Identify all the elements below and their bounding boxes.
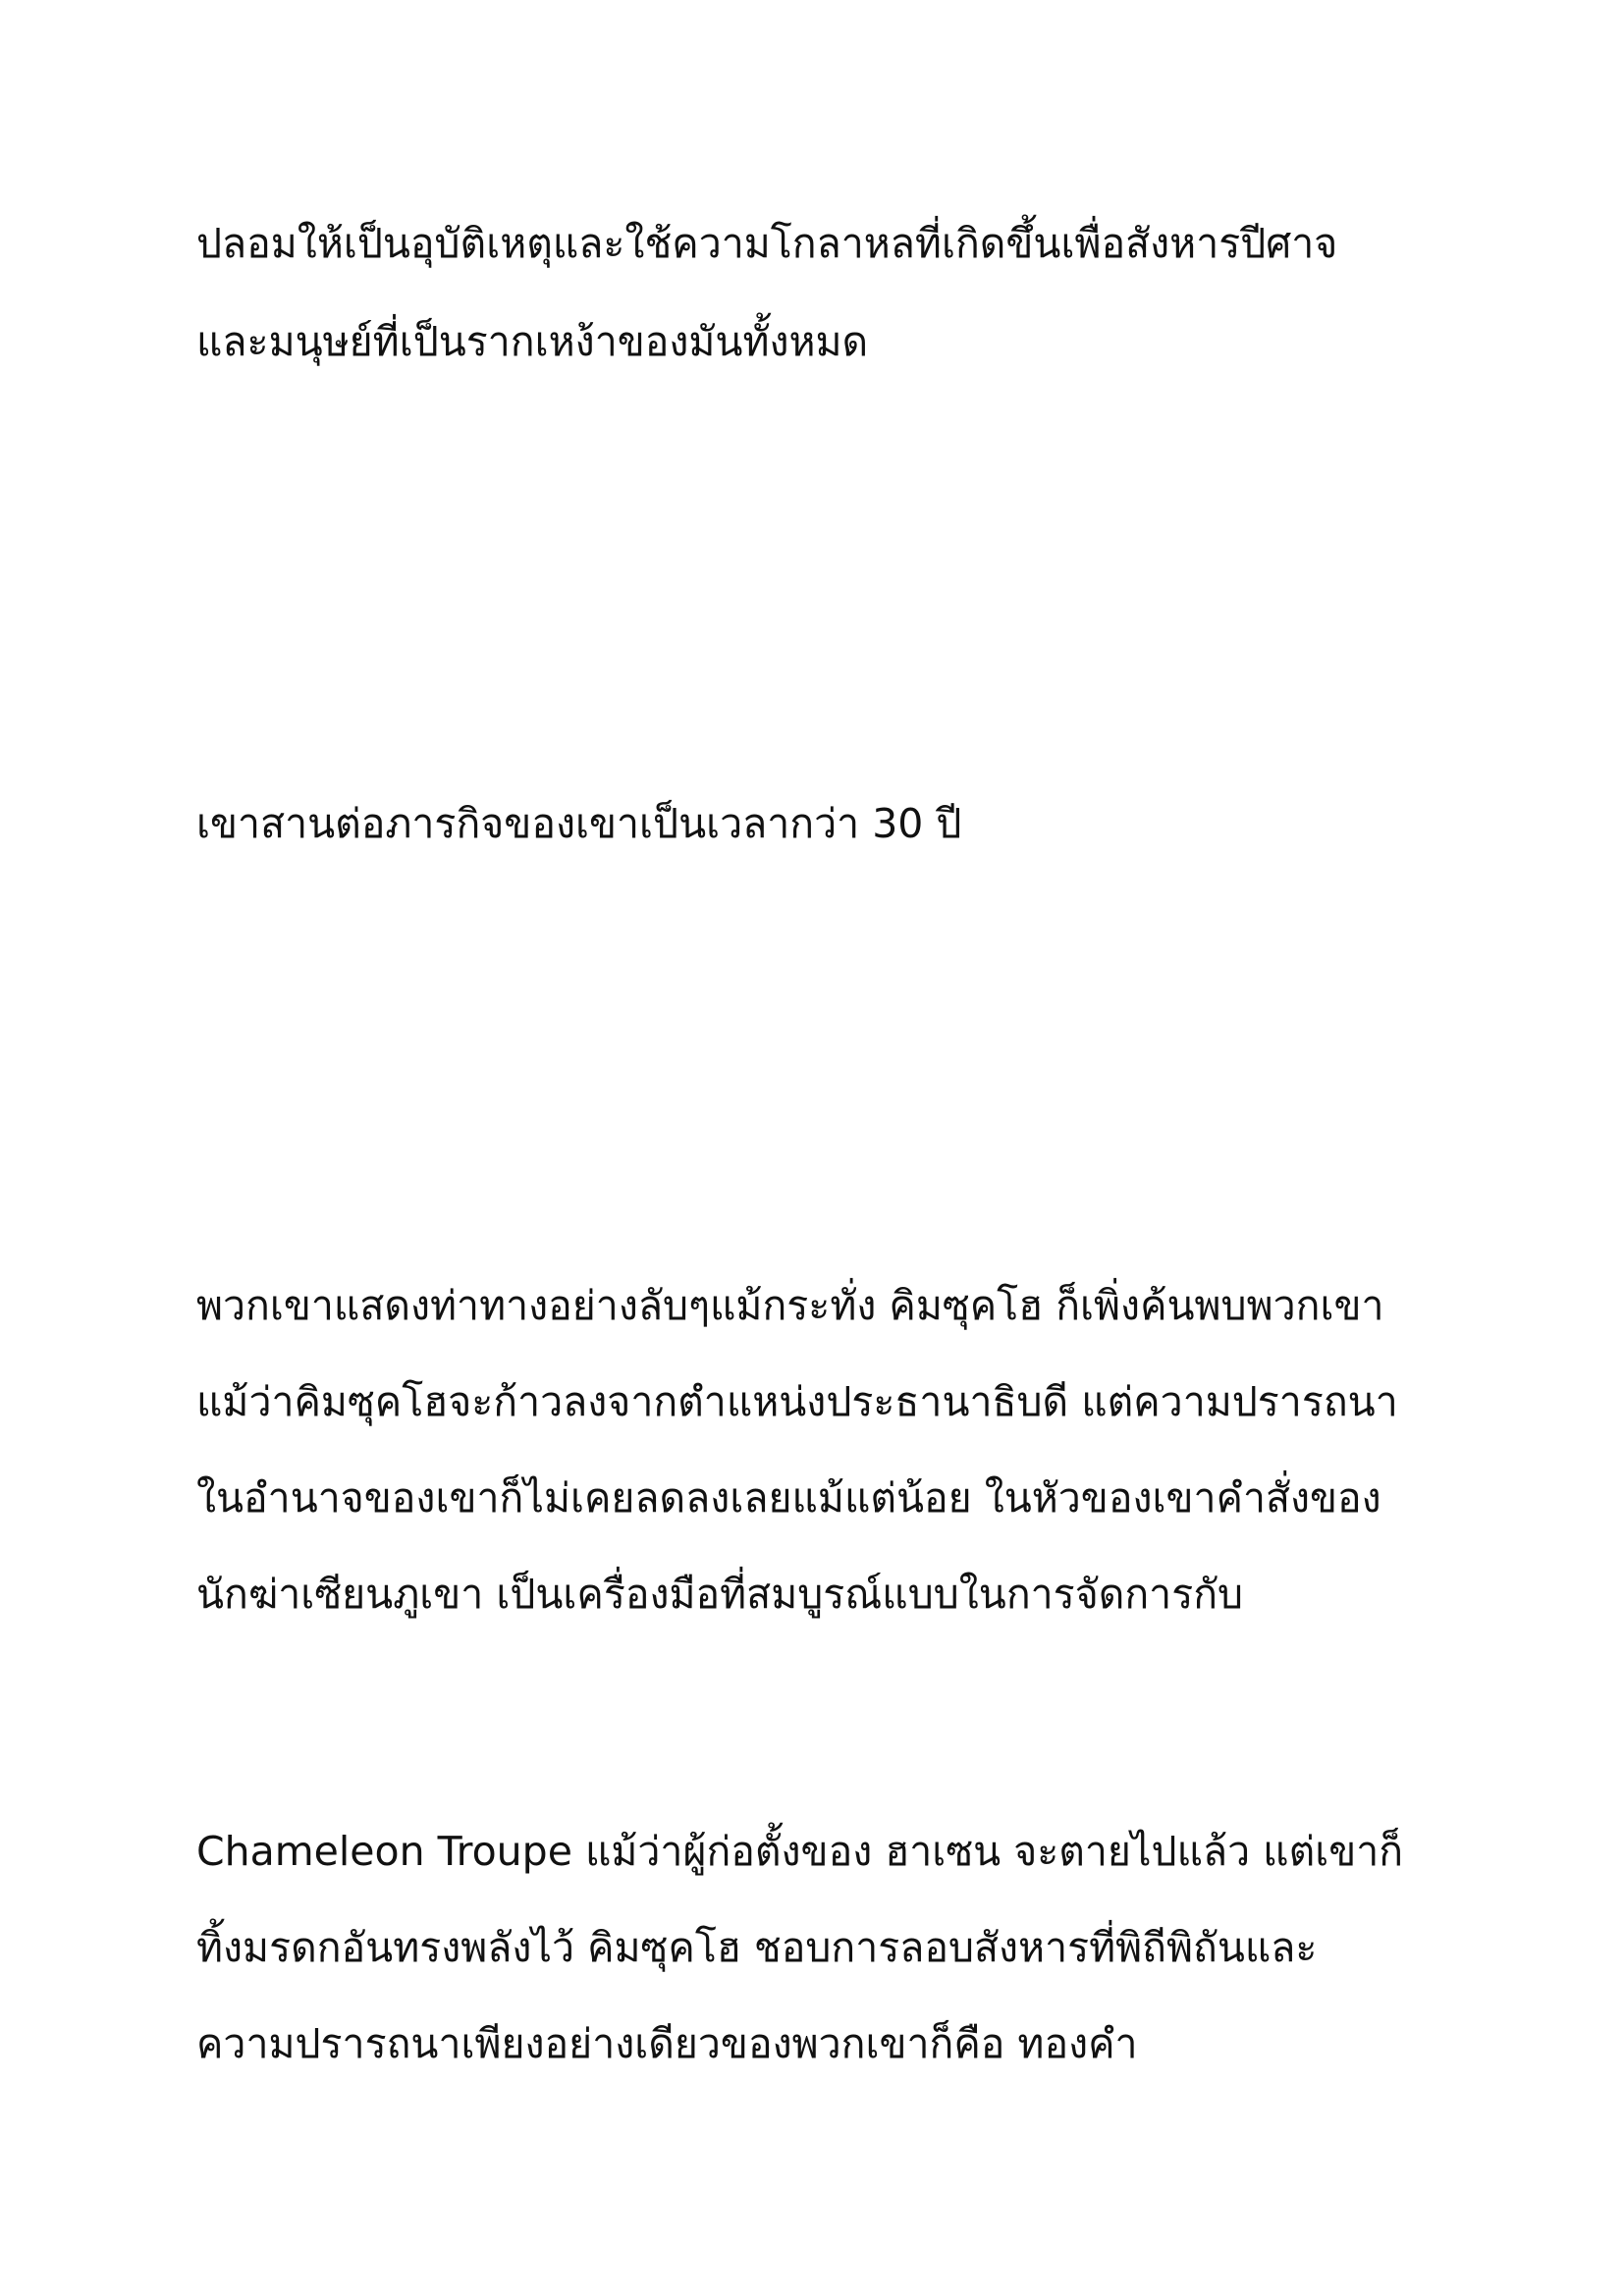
paragraph-2-line-1: เขาสานต่อภารกิจของเขาเป็นเวลากว่า 30 ปี bbox=[196, 800, 962, 847]
paragraph-3-line-1: พวกเขาแสดงท่าทางอย่างลับๆแม้กระทั่ง คิมซุคโฮ ก็เพิ่งค้นพบพวกเขา bbox=[196, 1282, 1384, 1329]
paragraph-1-line-2: และมนุษย์ที่เป็นรากเหง้าของมันทั้งหมด bbox=[196, 318, 869, 365]
paragraph-3-line-4: นักฆ่าเซียนภูเขา เป็นเครื่องมือที่สมบูรณ์แบบในการจัดการกับ bbox=[196, 1571, 1244, 1618]
paragraph-4-line-3: ความปรารถนาเพียงอย่างเดียวของพวกเขาก็คือ ทองคำ bbox=[196, 2020, 1138, 2067]
paragraph-3-line-3: ในอำนาจของเขาก็ไม่เคยลดลงเลยแม้แต่น้อย ในหัวของเขาคำสั่งของ bbox=[196, 1474, 1381, 1522]
paragraph-3-line-2: แม้ว่าคิมซุคโฮจะก้าวลงจากตำแหน่งประธานาธิบดี แต่ความปรารถนา bbox=[196, 1378, 1398, 1425]
paragraph-1-line-1: ปลอมให้เป็นอุบัติเหตุและใช้ความโกลาหลที่เกิดขึ้นเพื่อสังหารปีศาจ bbox=[196, 220, 1338, 267]
paragraph-4-line-2: ทิ้งมรดกอันทรงพลังไว้ คิมซุคโฮ ชอบการลอบสังหารที่พิถีพิถันและ bbox=[196, 1924, 1318, 1971]
paragraph-4-line-1: Chameleon Troupe แม้ว่าผู้ก่อตั้งของ ฮาเซน จะตายไปแล้ว แต่เขาก็ bbox=[196, 1828, 1404, 1875]
